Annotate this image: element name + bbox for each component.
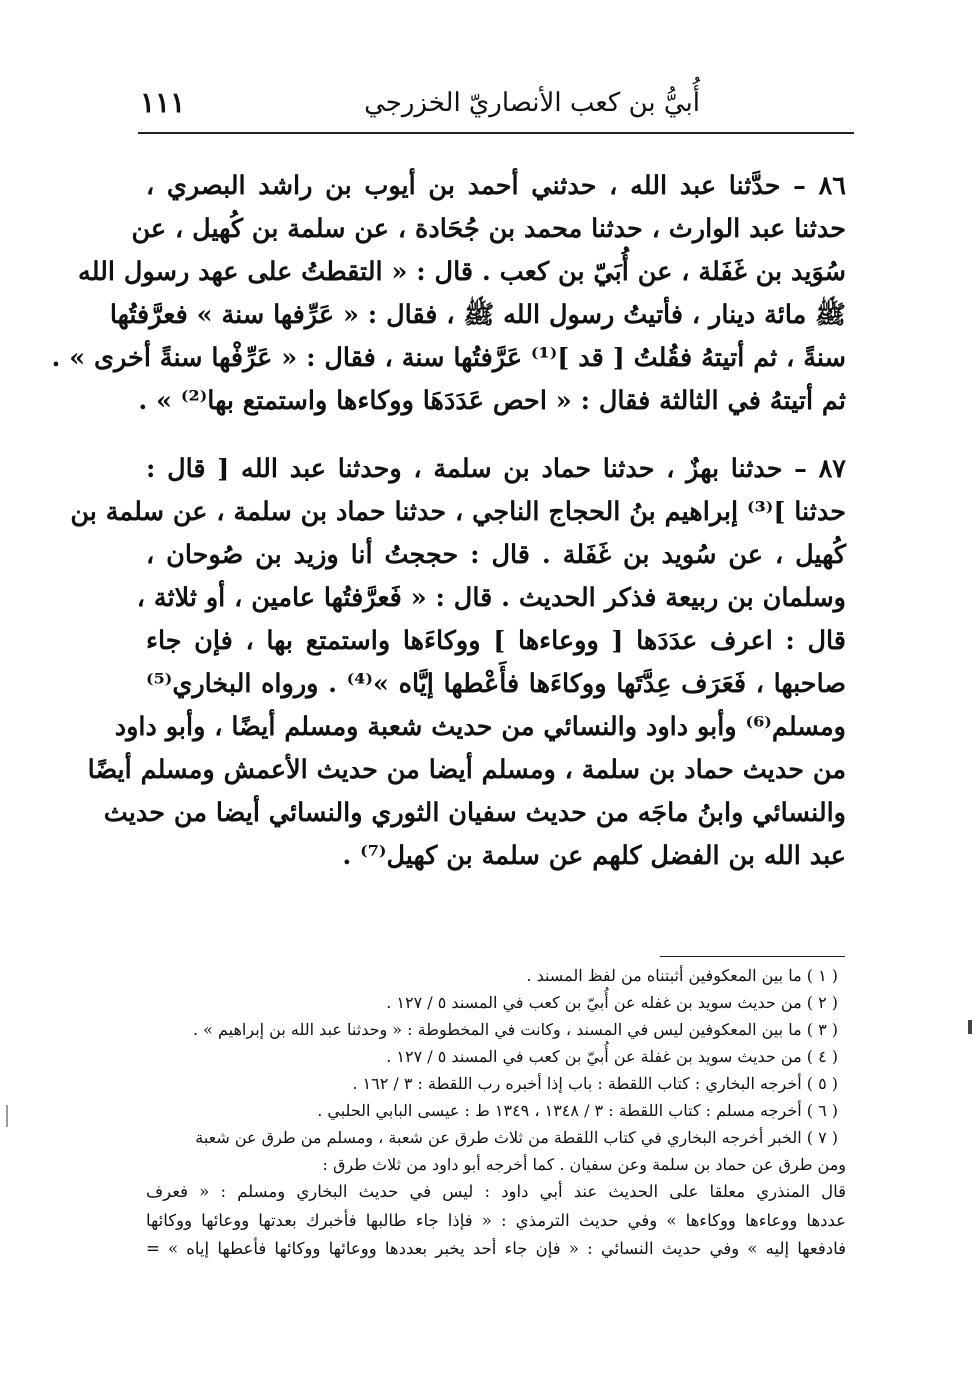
text-line: والنسائي وابنُ ماجَه من حديث سفيان الثوري والنسائي أيضا من حديث (103, 798, 846, 828)
footnote: ( ٤ ) من حديث سويد بن غفلة عن أُبيّ بن كعب في المسند ٥ / ١٢٧ . (386, 1047, 838, 1066)
footnote: ( ٢ ) من حديث سويد بن غفله عن أُبيّ بن كعب في المسند ٥ / ١٢٧ . (386, 993, 838, 1012)
footnote-continuation: ومن طرق عن حماد بن سلمة وعن سفيان . كما أخرجه أبو داود من ثلاث طرق : (322, 1155, 846, 1174)
text-line: سنةً ، ثم أتيتهُ فقُلتُ [ قد ]⁽¹⁾ عَرَّفتُها سنة ، فقال : « عَرِّفْها سنةً أخرى » . (51, 343, 846, 373)
text-line: وسلمان بن ربيعة فذكر الحديث . قال : « فَعرَّفتُها عامين ، أو ثلاثة ، (136, 583, 846, 613)
text-line: من حديث حماد بن سلمة ، ومسلم أيضا من حديث الأعمش ومسلم أيضًا (87, 755, 846, 785)
footnote: ( ٥ ) أخرجه البخاري : كتاب اللقطة : باب إذا أخبره رب اللقطة : ٣ / ١٦٢ . (352, 1074, 838, 1093)
text-line: حدثنا ]⁽³⁾ إبراهيم بنُ الحجاج الناجي ، حدثنا حماد بن سلمة ، عن سلمة بن (70, 497, 846, 527)
text-line: ومسلم⁽⁶⁾ وأبو داود والنسائي من حديث شعبة ومسلم أيضًا ، وأبو داود (114, 712, 846, 742)
footnote-continuation: فادفعها إليه » وفي حديث النسائي : « فإن جاء أحد يخبر بعددها ووعائها ووكائها فأعطها إياه » = (146, 1239, 846, 1258)
paragraph-gap (146, 423, 846, 448)
text-line: حدثنا عبد الوارث ، حدثنا محمد بن جُحَادة ، عن سلمة بن كُهيل ، عن (131, 214, 846, 244)
text-line: ﷺ مائة دينار ، فأتيتُ رسول الله ﷺ ، فقال : « عَرِّفها سنة » فعرَّفتُها (109, 300, 846, 330)
scan-mark (6, 1105, 8, 1127)
running-head (140, 86, 850, 126)
text-line: ثم أتيتهُ في الثالثة فقال : « احص عَدَدَهَا ووكاءها واستمتع بها⁽²⁾ » . (138, 386, 846, 416)
text-line: صاحبها ، فَعَرَف عِدَّتَها ووكاءَها فأَعْطها إيَّاه »⁽⁴⁾ . ورواه البخاري⁽⁵⁾ (146, 669, 846, 699)
footnote-continuation: قال المنذري معلقا على الحديث عند أبي داود : ليس في حديث البخاري ومسلم : « فعرف (146, 1182, 846, 1201)
footnote: ( ٣ ) ما بين المعكوفين ليس في المسند ، وكانت في المخطوطة : « وحدثنا عبد الله بن إبراهيم » . (192, 1020, 838, 1039)
text-line: كُهيل ، عن سُويد بن غَفَلة . قال : حججتُ أنا وزيد بن صُوحان ، (146, 540, 846, 570)
footnote-rule (660, 956, 845, 957)
footnote: ( ٧ ) الخبر أخرجه البخاري في كتاب اللقطة من ثلاث طرق عن شعبة ، ومسلم من طرق عن شعبة (195, 1128, 838, 1147)
header-rule (138, 132, 854, 134)
footnotes (146, 962, 846, 1312)
footnote: ( ١ ) ما بين المعكوفين أثبتناه من لفظ المسند . (526, 966, 838, 985)
main-text (51, 165, 846, 925)
scan-mark (968, 1020, 972, 1034)
footnote: ( ٦ ) أخرجه مسلم : كتاب اللقطة : ٣ / ١٣٤٨ ، ١٣٤٩ ط : عيسى البابي الحلبي . (317, 1101, 838, 1120)
running-title: أُبيُّ بن كعب الأنصاريّ الخزرجي (364, 88, 700, 118)
text-line: ٨٧ – حدثنا بهزٌ ، حدثنا حماد بن سلمة ، وحدثنا عبد الله [ قال : (146, 454, 846, 484)
text-line: سُوَيد بن غَفَلة ، عن أُبَيّ بن كعب . قال : « التقطتُ على عهد رسول الله (78, 257, 846, 287)
text-line: قال : اعرف عدَدَها [ ووعاءها ] ووكاءَها واستمتع بها ، فإن جاء (146, 626, 846, 656)
text-line: عبد الله بن الفضل كلهم عن سلمة بن كهيل⁽⁷⁾ . (342, 841, 846, 871)
page-number: ١١١ (140, 86, 186, 119)
text-line: ٨٦ – حدَّثنا عبد الله ، حدثني أحمد بن أيوب بن راشد البصري ، (146, 171, 846, 201)
footnote-continuation: عددها ووعاءها ووكاءها » وفي حديث الترمذي : « فإذا جاء طالبها فأخبرك بعدتها ووعائها ووكائها (146, 1210, 846, 1230)
